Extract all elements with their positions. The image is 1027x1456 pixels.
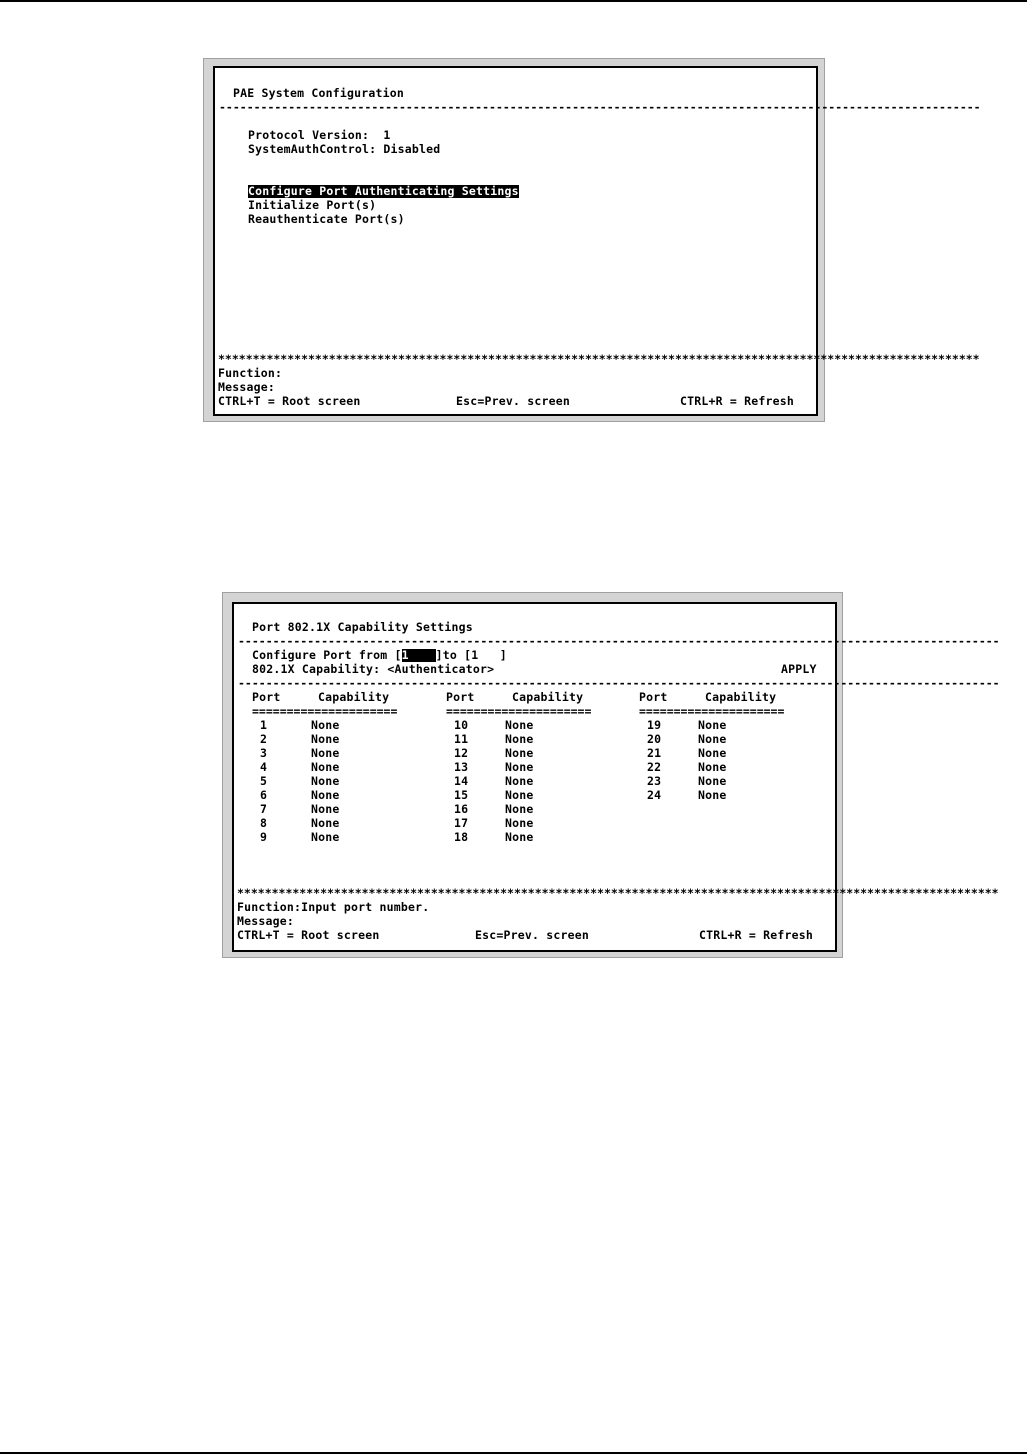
configure-port-prefix: Configure Port from [	[252, 648, 402, 662]
header-underline: =====================	[446, 704, 592, 718]
footer-prev-screen: Esc=Prev. screen	[475, 928, 589, 942]
screen-title: Port 802.1X Capability Settings	[252, 620, 473, 634]
port-capability: None	[698, 746, 727, 760]
screen-title: PAE System Configuration	[233, 86, 404, 100]
port-number: 13	[454, 760, 469, 774]
message-label: Message:	[218, 380, 275, 394]
port-number: 16	[454, 802, 469, 816]
footer-refresh: CTRL+R = Refresh	[699, 928, 813, 942]
configure-port-mid: ]to [	[435, 648, 472, 662]
port-number: 7	[260, 802, 268, 816]
port-number: 14	[454, 774, 469, 788]
col-header-capability: Capability	[705, 690, 777, 704]
col-header-port: Port	[252, 690, 281, 704]
port-number: 24	[647, 788, 662, 802]
port-number: 21	[647, 746, 662, 760]
port-number: 8	[260, 816, 268, 830]
port-capability: None	[505, 732, 534, 746]
port-capability: None	[505, 830, 534, 844]
page-top-rule	[0, 0, 1027, 2]
page-bottom-rule	[0, 1452, 1027, 1454]
port-capability: None	[698, 788, 727, 802]
port-number: 2	[260, 732, 268, 746]
header-underline: =====================	[252, 704, 398, 718]
menu-item-reauthenticate-ports[interactable]: Reauthenticate Port(s)	[248, 212, 405, 226]
port-capability: None	[311, 830, 340, 844]
port-number: 22	[647, 760, 662, 774]
port-to-input[interactable]: 1 ]	[471, 648, 507, 662]
port-capability: None	[311, 816, 340, 830]
protocol-version-text: Protocol Version: 1	[248, 128, 391, 142]
function-text: Function:Input port number.	[237, 900, 430, 914]
terminal-screen-pae-config	[213, 66, 981, 416]
star-divider: **************************************************************************************************************	[237, 886, 999, 900]
configure-port-line	[252, 649, 507, 662]
port-capability: None	[505, 774, 534, 788]
port-number: 4	[260, 760, 268, 774]
footer-root-screen: CTRL+T = Root screen	[237, 928, 380, 942]
port-capability: None	[698, 774, 727, 788]
port-capability: None	[311, 774, 340, 788]
port-capability: None	[505, 802, 534, 816]
port-capability: None	[505, 718, 534, 732]
col-header-capability: Capability	[512, 690, 584, 704]
footer-root-screen: CTRL+T = Root screen	[218, 394, 361, 408]
port-capability: None	[505, 760, 534, 774]
port-capability: None	[698, 718, 727, 732]
port-number: 1	[260, 718, 268, 732]
terminal-window-capability-settings	[222, 592, 1000, 958]
port-capability: None	[311, 746, 340, 760]
menu-item-initialize-ports[interactable]: Initialize Port(s)	[248, 198, 377, 212]
footer-prev-screen: Esc=Prev. screen	[456, 394, 570, 408]
port-number: 9	[260, 830, 268, 844]
message-label: Message:	[237, 914, 294, 928]
port-capability: None	[311, 802, 340, 816]
divider-line: --------------------------------------------------------------------------------------------------------------	[219, 100, 981, 114]
port-number: 17	[454, 816, 469, 830]
port-number: 11	[454, 732, 469, 746]
port-capability: None	[505, 816, 534, 830]
apply-button[interactable]: APPLY	[781, 662, 817, 676]
col-header-port: Port	[446, 690, 475, 704]
port-capability: None	[505, 788, 534, 802]
port-number: 19	[647, 718, 662, 732]
terminal-screen-capability-settings	[232, 602, 1000, 952]
star-divider: **************************************************************************************************************	[218, 352, 980, 366]
terminal-window-pae-config	[203, 58, 981, 422]
port-number: 3	[260, 746, 268, 760]
port-number: 5	[260, 774, 268, 788]
divider-line: --------------------------------------------------------------------------------------------------------------	[238, 676, 1000, 690]
port-number: 12	[454, 746, 469, 760]
col-header-capability: Capability	[318, 690, 390, 704]
port-capability: None	[311, 732, 340, 746]
header-underline: =====================	[639, 704, 785, 718]
port-capability: None	[311, 760, 340, 774]
port-number: 18	[454, 830, 469, 844]
function-label: Function:	[218, 366, 283, 380]
footer-refresh: CTRL+R = Refresh	[680, 394, 794, 408]
port-number: 23	[647, 774, 662, 788]
port-capability: None	[311, 788, 340, 802]
port-number: 10	[454, 718, 469, 732]
port-from-input[interactable]: 1	[402, 649, 436, 662]
capability-selector[interactable]: 802.1X Capability: <Authenticator>	[252, 662, 495, 676]
system-auth-control-text: SystemAuthControl: Disabled	[248, 142, 441, 156]
port-number: 15	[454, 788, 469, 802]
port-capability: None	[698, 760, 727, 774]
port-capability: None	[505, 746, 534, 760]
divider-line: --------------------------------------------------------------------------------------------------------------	[238, 634, 1000, 648]
port-number: 6	[260, 788, 268, 802]
col-header-port: Port	[639, 690, 668, 704]
menu-item-configure-port-auth[interactable]: Configure Port Authenticating Settings	[248, 184, 519, 198]
port-capability: None	[311, 718, 340, 732]
port-number: 20	[647, 732, 662, 746]
port-capability: None	[698, 732, 727, 746]
